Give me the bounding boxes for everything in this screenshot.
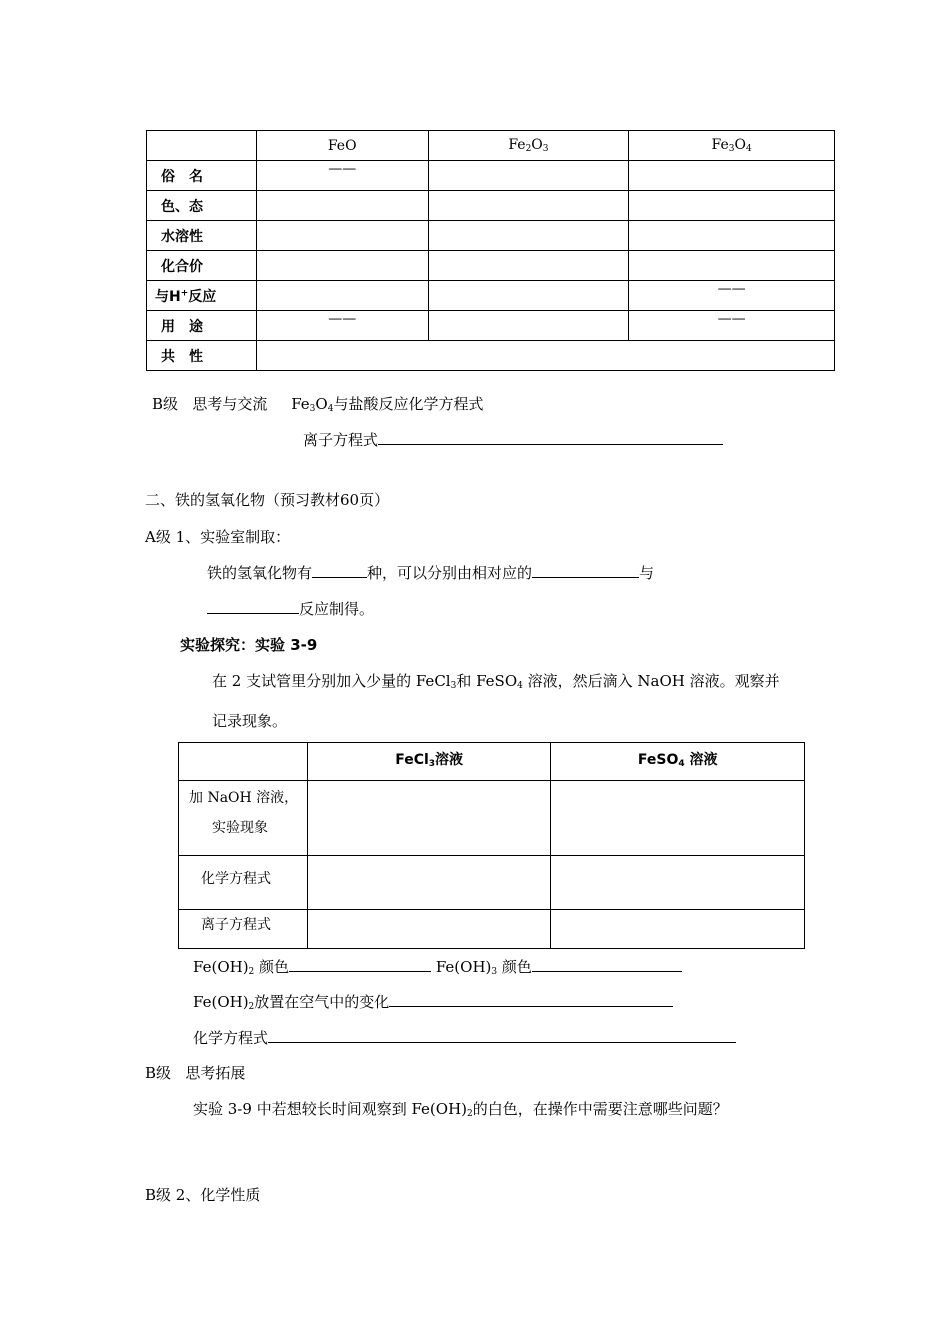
table1-header-fe3o4: $Fe_3O_4$ [629, 131, 835, 161]
table1-row-solubility: 水溶性 [147, 221, 257, 251]
experiment-table [178, 742, 805, 949]
table1-cell-dash: —— [256, 161, 428, 191]
blank-line [312, 563, 367, 578]
table1-header-fe2o3: $Fe_2O_3$ [428, 131, 629, 161]
table1-row-acid-reaction: 与H+反应 [147, 281, 257, 311]
table2-cell [551, 781, 805, 856]
blank-line [207, 599, 299, 614]
experiment-desc-2: 记录现象。 [212, 712, 288, 730]
blank-line [389, 992, 673, 1007]
air-change-line: $Fe(OH)_2$放置在空气中的变化 [193, 991, 673, 1012]
table2-row-ionic-equation: 离子方程式 [179, 910, 308, 949]
table1-header-feo: FeO [256, 131, 428, 161]
chem-equation-line: 化学方程式 [193, 1027, 736, 1048]
table1-cell [428, 251, 629, 281]
fill-line-1: 铁的氢氧化物有 种，可以分别由相对应的 与 [207, 564, 655, 582]
table2-cell [307, 910, 551, 949]
b-level-think-exchange: B级 思考与交流 $Fe_3O_4$与盐酸反应化学方程式 [152, 395, 484, 414]
table1-cell [428, 191, 629, 221]
ionic-equation-line: 离子方程式 [303, 429, 723, 450]
blank-line [378, 430, 723, 445]
blank-line [289, 957, 431, 972]
table1-cell-dash: —— [256, 311, 428, 341]
iron-oxides-table [146, 130, 835, 371]
blank-line [532, 957, 682, 972]
experiment-title: 实验探究：实验 3-9 [180, 636, 318, 654]
hydroxide-color-line: $Fe(OH)_2$ 颜色 $Fe(OH)_3$ 颜色 [193, 956, 682, 977]
table1-cell [629, 251, 835, 281]
table1-cell [428, 311, 629, 341]
table1-cell [428, 161, 629, 191]
table1-cell [256, 281, 428, 311]
blank-line [268, 1028, 736, 1043]
table2-corner [179, 743, 308, 781]
table1-cell [256, 191, 428, 221]
table1-cell [428, 221, 629, 251]
table2-header-fecl3: FeCl$_3$溶液 [307, 743, 551, 781]
table1-cell [629, 221, 835, 251]
blank-line [532, 563, 639, 578]
table1-cell-dash: —— [629, 311, 835, 341]
table2-cell [551, 910, 805, 949]
table2-header-feso4: FeSO$_4$ 溶液 [551, 743, 805, 781]
table1-cell-commonality [256, 341, 834, 371]
experiment-desc-1: 在 2 支试管里分别加入少量的 FeCl$_3$和 FeSO$_4$ 溶液，然后滴入 NaOH 溶液。观察并 [212, 672, 780, 691]
table1-cell [629, 161, 835, 191]
a-level-lab-prep: A级 1、实验室制取： [145, 528, 291, 546]
table1-row-uses: 用 途 [147, 311, 257, 341]
table1-cell [629, 191, 835, 221]
table1-cell [428, 281, 629, 311]
chemical-properties-heading: B级 2、化学性质 [145, 1186, 261, 1204]
fill-line-2: 反应制得。 [207, 598, 374, 619]
table1-cell [256, 251, 428, 281]
section2-heading: 二、铁的氢氧化物（预习教材60页） [145, 491, 390, 509]
table2-row-chem-equation: 化学方程式 [179, 856, 308, 910]
b-level-extension: B级 思考拓展 [145, 1064, 246, 1082]
table1-row-color-state: 色、态 [147, 191, 257, 221]
table1-corner [147, 131, 257, 161]
table1-row-common-name: 俗 名 [147, 161, 257, 191]
table1-row-valence: 化合价 [147, 251, 257, 281]
table1-cell-dash: —— [629, 281, 835, 311]
table1-cell [256, 221, 428, 251]
table2-cell [307, 781, 551, 856]
table1-row-commonality: 共 性 [147, 341, 257, 371]
table2-row-phenomenon: 加 NaOH 溶液， 实验现象 [179, 781, 308, 856]
table2-cell [307, 856, 551, 910]
extension-question: 实验 3-9 中若想较长时间观察到 $Fe(OH)_2$的白色，在操作中需要注意哪些问题？ [193, 1100, 728, 1119]
table2-cell [551, 856, 805, 910]
